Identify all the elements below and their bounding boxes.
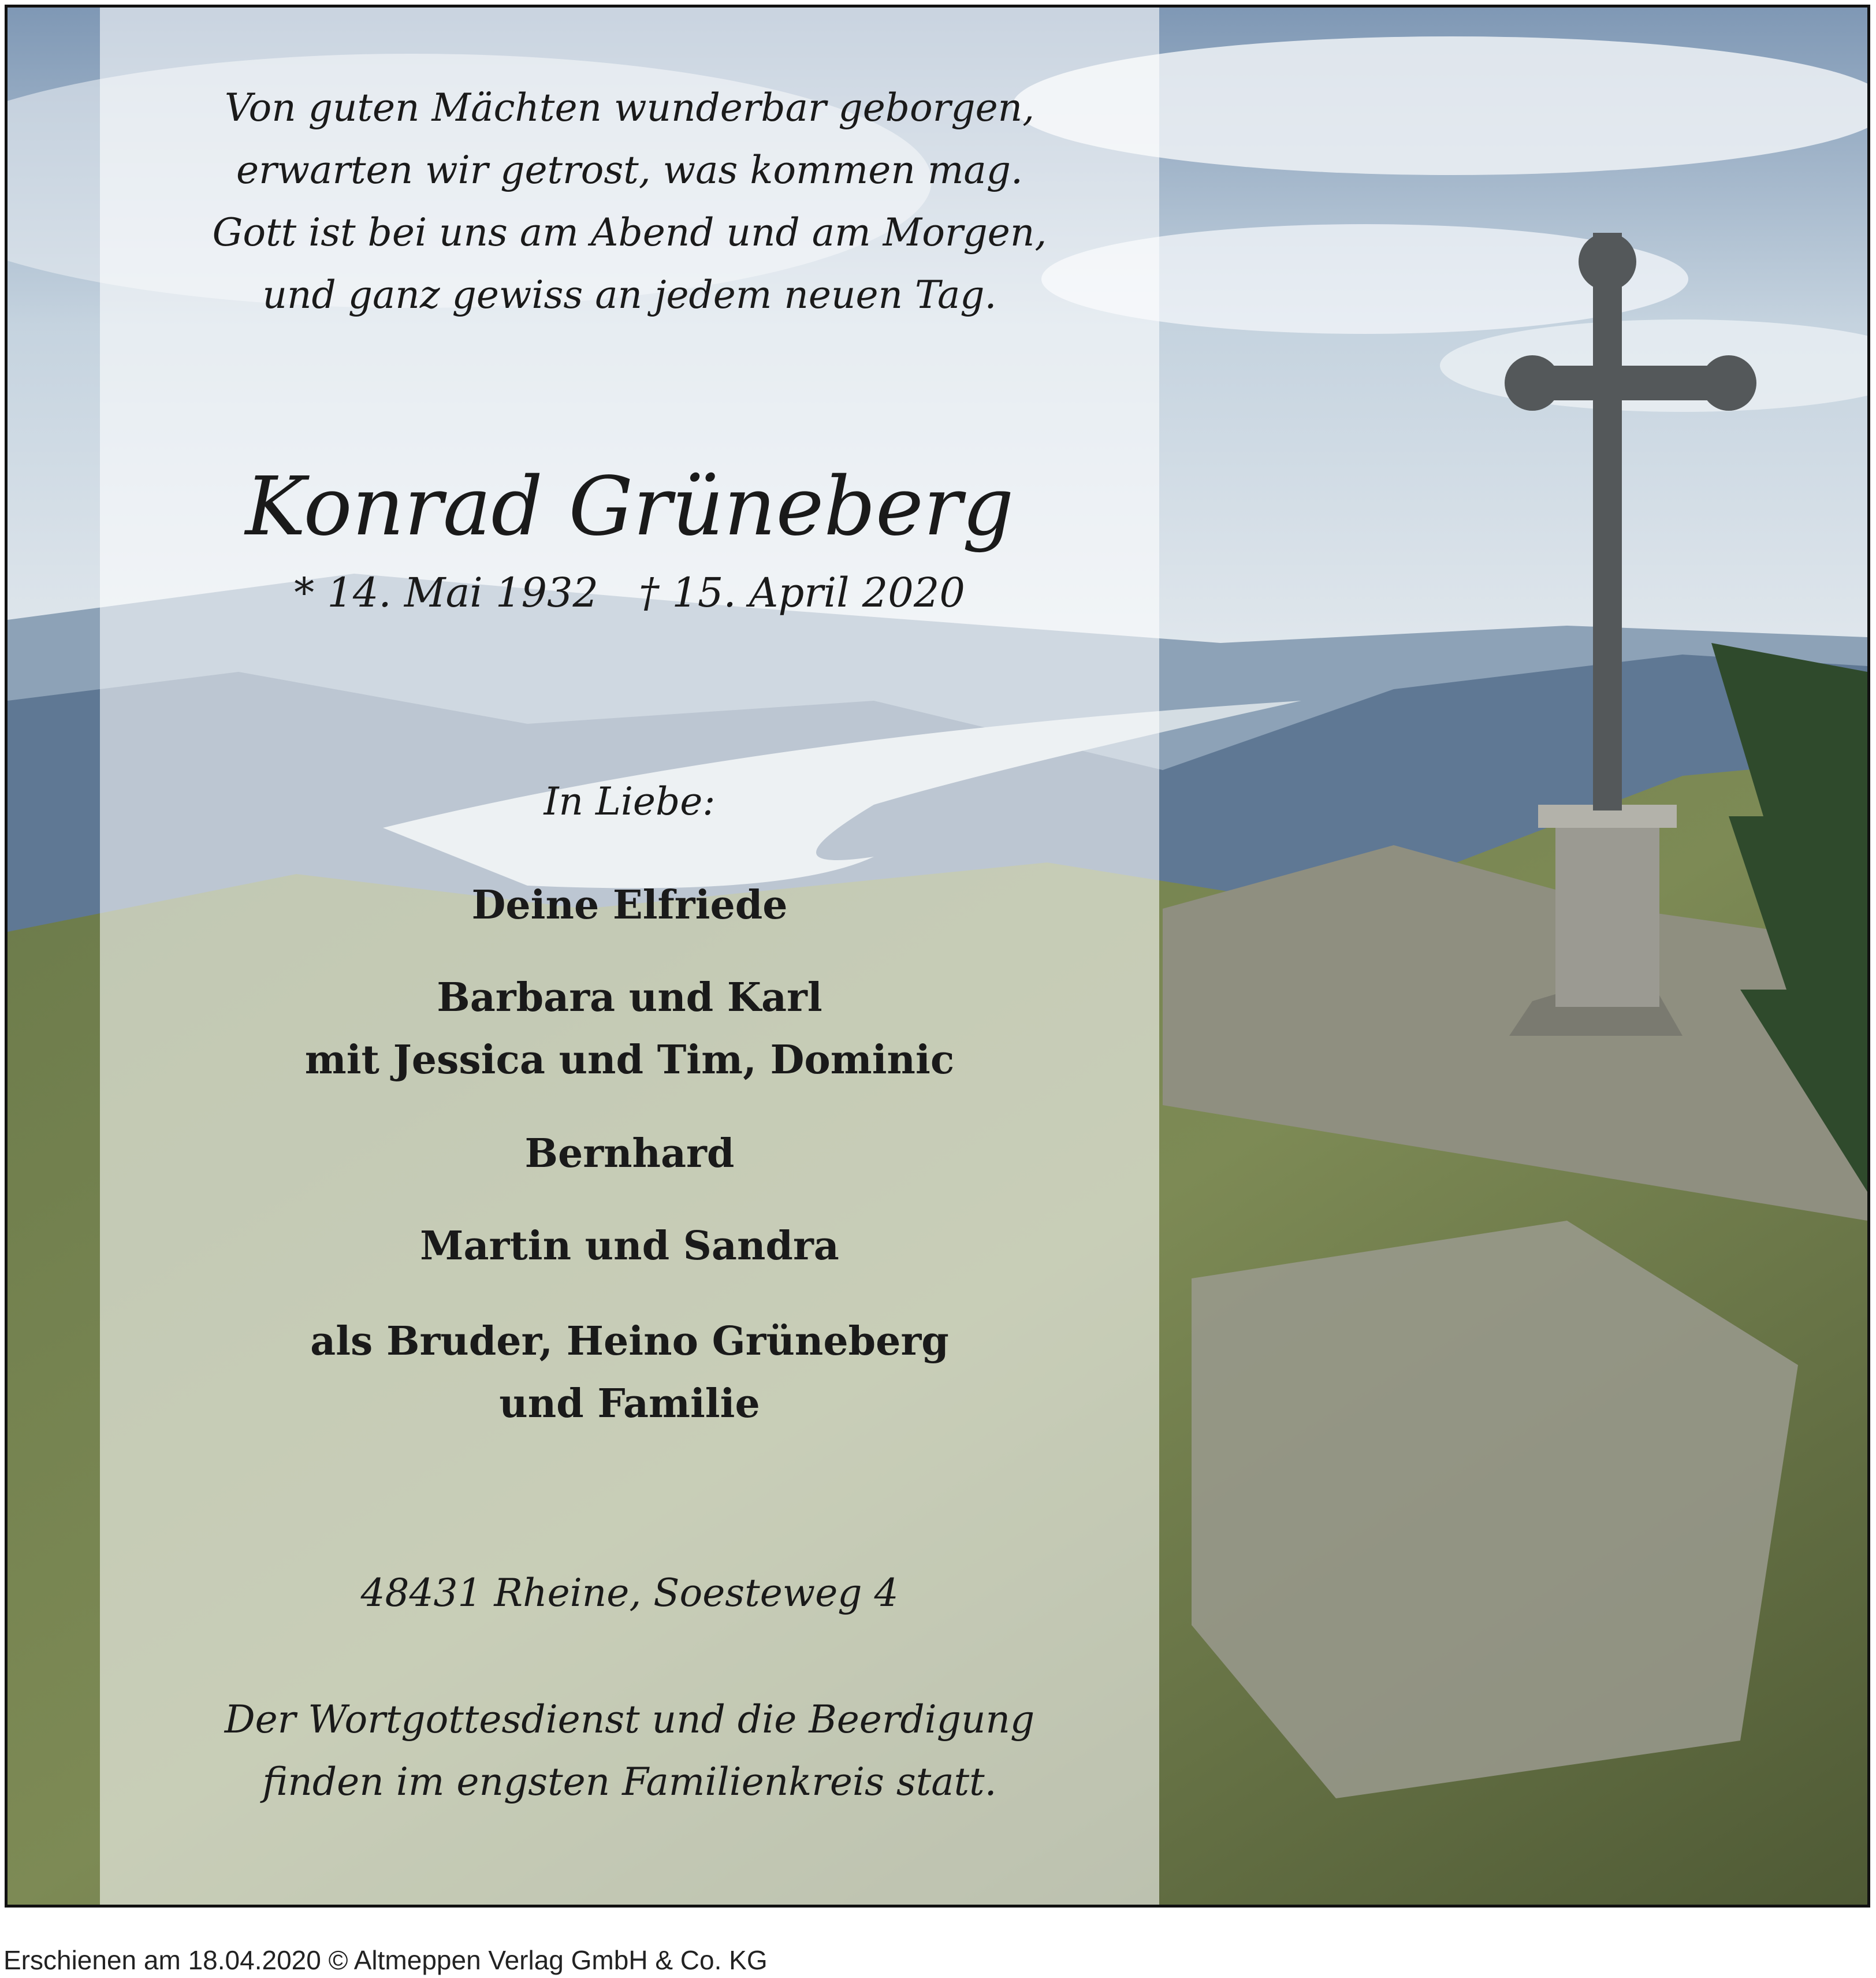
address: 48431 Rheine, Soesteweg 4 bbox=[360, 1571, 899, 1615]
in-love-intro: In Liebe: bbox=[544, 779, 716, 824]
service-line: finden im engsten Familienkreis statt. bbox=[262, 1760, 997, 1804]
birth-date: * 14. Mai 1932 bbox=[294, 569, 599, 616]
obituary-frame bbox=[5, 5, 1870, 1908]
mourner-heino-group bbox=[100, 1310, 1159, 1435]
verse-line: Von guten Mächten wunderbar geborgen, bbox=[224, 85, 1035, 130]
life-dates bbox=[100, 567, 1159, 619]
publication-footer: Erschienen am 18.04.2020 © Altmeppen Verlag GmbH & Co. KG bbox=[3, 1945, 768, 1975]
mourner-bernhard: Bernhard bbox=[524, 1131, 735, 1177]
service-line: Der Wortgottesdienst und die Beerdigung bbox=[224, 1697, 1035, 1742]
verse-line: und ganz gewiss an jedem neuen Tag. bbox=[262, 273, 997, 317]
mourner-line: Barbara und Karl bbox=[437, 975, 822, 1021]
mourner-line: mit Jessica und Tim, Dominic bbox=[304, 1037, 955, 1083]
death-date: † 15. April 2020 bbox=[639, 569, 965, 616]
verse-block bbox=[100, 77, 1159, 326]
mourner-martin: Martin und Sandra bbox=[420, 1223, 839, 1269]
mourner-line: und Familie bbox=[499, 1381, 760, 1427]
service-notice bbox=[100, 1689, 1159, 1813]
deceased-name: Konrad Grüneberg bbox=[245, 460, 1014, 554]
mourner-elfriede: Deine Elfriede bbox=[471, 882, 788, 928]
mourner-line: als Bruder, Heino Grüneberg bbox=[310, 1318, 949, 1364]
verse-line: Gott ist bei uns am Abend und am Morgen, bbox=[212, 210, 1047, 255]
verse-line: erwarten wir getrost, was kommen mag. bbox=[236, 148, 1023, 192]
mourner-barbara-group bbox=[100, 966, 1159, 1091]
